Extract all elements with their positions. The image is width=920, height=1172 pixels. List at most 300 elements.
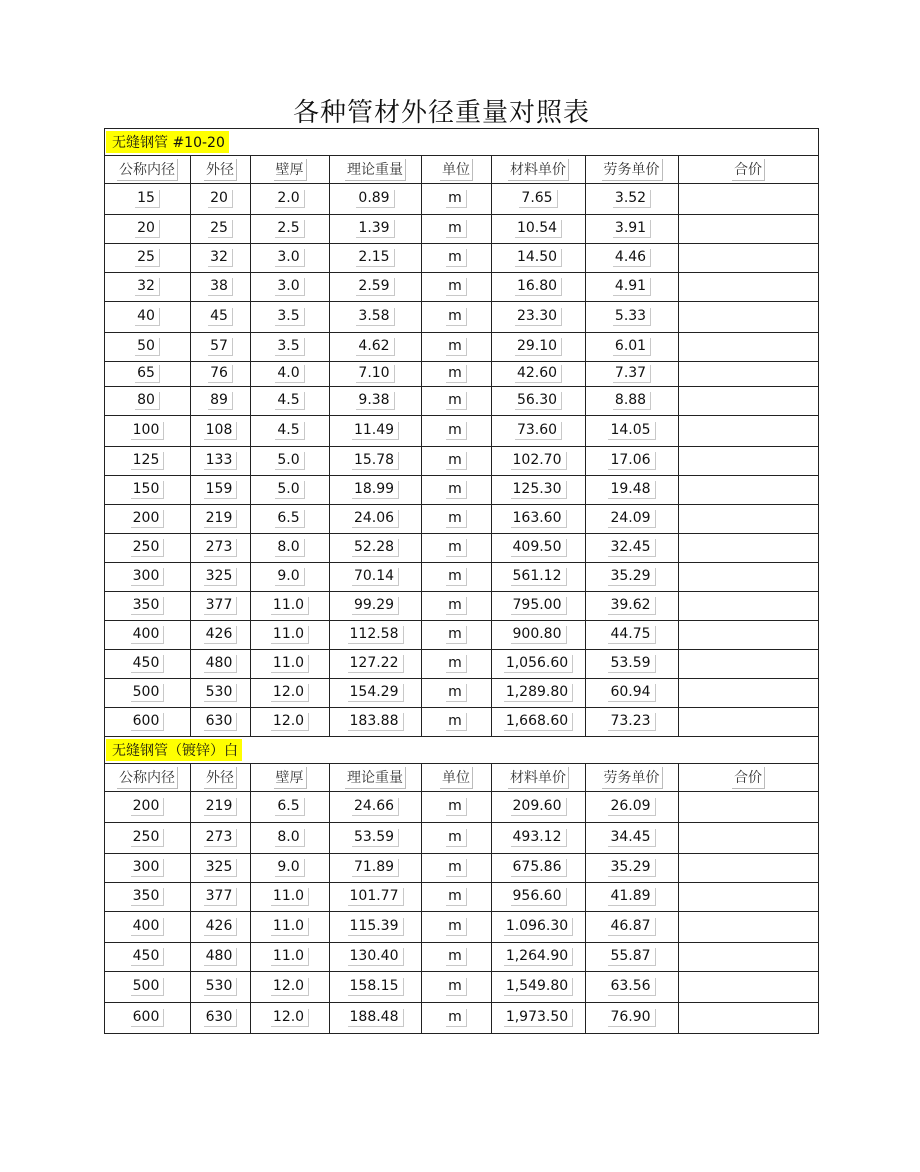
cell-theoretical-weight [330, 302, 422, 333]
cell-value: 32.45 [608, 539, 655, 557]
header-label: 理论重量 [345, 767, 406, 789]
cell-theoretical-weight [330, 1003, 422, 1034]
table-row [105, 184, 819, 215]
cell-outer-diameter [191, 362, 251, 387]
cell-value: 6.01 [613, 338, 651, 356]
cell-value: 273 [204, 829, 238, 847]
cell-nominal-diameter [105, 563, 191, 592]
cell-value: 44.75 [608, 626, 655, 644]
cell-value: 57 [208, 338, 233, 356]
cell-value: 125 [131, 452, 165, 470]
cell-nominal-diameter [105, 362, 191, 387]
cell-value: 53.59 [608, 655, 655, 673]
cell-material-price [492, 302, 586, 333]
cell-value: 70.14 [352, 568, 399, 586]
cell-value: m [446, 798, 467, 816]
cell-value: m [446, 859, 467, 877]
cell-labor-price [586, 244, 679, 273]
cell-value: 133 [204, 452, 238, 470]
cell-value: 12.0 [271, 713, 309, 731]
cell-material-price [492, 650, 586, 679]
cell-value: 163.60 [511, 510, 567, 528]
cell-value: 300 [131, 859, 165, 877]
cell-nominal-diameter [105, 650, 191, 679]
cell-value: m [446, 365, 467, 383]
table-row [105, 505, 819, 534]
cell-value: 426 [204, 626, 238, 644]
cell-nominal-diameter [105, 416, 191, 447]
cell-value: 76.90 [608, 1009, 655, 1027]
cell-nominal-diameter [105, 854, 191, 883]
cell-value: 34.45 [608, 829, 655, 847]
cell-material-price [492, 1003, 586, 1034]
cell-labor-price [586, 708, 679, 737]
cell-value: 71.89 [352, 859, 399, 877]
cell-value: 2.15 [356, 249, 394, 267]
cell-total-price [679, 244, 819, 273]
header-cell-wall-thickness [251, 156, 330, 184]
cell-value: 3.52 [613, 190, 651, 208]
cell-value: 1,056.60 [504, 655, 573, 673]
cell-value: 65 [135, 365, 160, 383]
cell-value: 11.0 [271, 918, 309, 936]
cell-value: 480 [204, 655, 238, 673]
cell-value: 200 [131, 798, 165, 816]
table-row [105, 854, 819, 883]
cell-value: 14.50 [515, 249, 562, 267]
cell-value: 250 [131, 829, 165, 847]
cell-wall-thickness [251, 972, 330, 1003]
header-label: 材料单价 [508, 767, 569, 789]
cell-unit [422, 387, 492, 416]
cell-theoretical-weight [330, 534, 422, 563]
cell-total-price [679, 823, 819, 854]
cell-value: 55.87 [608, 948, 655, 966]
cell-value: 8.0 [275, 829, 304, 847]
cell-value: 250 [131, 539, 165, 557]
cell-outer-diameter [191, 592, 251, 621]
section-title: 无缝钢管 #10-20 [106, 131, 229, 153]
table-row [105, 708, 819, 737]
cell-value: 102.70 [511, 452, 567, 470]
cell-unit [422, 244, 492, 273]
cell-value: 400 [131, 918, 165, 936]
cell-labor-price [586, 679, 679, 708]
cell-value: 73.60 [515, 422, 562, 440]
cell-material-price [492, 416, 586, 447]
cell-value: 9.0 [275, 568, 304, 586]
cell-wall-thickness [251, 1003, 330, 1034]
cell-nominal-diameter [105, 333, 191, 362]
cell-unit [422, 650, 492, 679]
cell-value: 29.10 [515, 338, 562, 356]
cell-unit [422, 362, 492, 387]
cell-value: 63.56 [608, 978, 655, 996]
cell-value: 675.86 [511, 859, 567, 877]
cell-material-price [492, 563, 586, 592]
cell-value: m [446, 655, 467, 673]
cell-value: 530 [204, 978, 238, 996]
cell-nominal-diameter [105, 708, 191, 737]
cell-value: 9.38 [356, 392, 394, 410]
cell-value: 32 [135, 278, 160, 296]
cell-outer-diameter [191, 972, 251, 1003]
cell-value: 530 [204, 684, 238, 702]
section-row [105, 129, 819, 156]
cell-value: 39.62 [608, 597, 655, 615]
cell-value: 600 [131, 1009, 165, 1027]
cell-wall-thickness [251, 563, 330, 592]
cell-unit [422, 972, 492, 1003]
cell-unit [422, 943, 492, 972]
cell-theoretical-weight [330, 912, 422, 943]
cell-outer-diameter [191, 447, 251, 476]
cell-labor-price [586, 592, 679, 621]
cell-value: 3.58 [356, 308, 394, 326]
cell-wall-thickness [251, 592, 330, 621]
cell-value: 15 [135, 190, 160, 208]
page-title: 各种管材外径重量对照表 [292, 98, 590, 128]
cell-labor-price [586, 184, 679, 215]
section-title: 无缝钢管（镀锌）白 [106, 739, 242, 761]
cell-nominal-diameter [105, 273, 191, 302]
cell-total-price [679, 679, 819, 708]
header-cell-labor-price [586, 764, 679, 792]
cell-nominal-diameter [105, 534, 191, 563]
table-row [105, 943, 819, 972]
cell-value: 450 [131, 655, 165, 673]
cell-outer-diameter [191, 534, 251, 563]
cell-labor-price [586, 302, 679, 333]
cell-value: 8.0 [275, 539, 304, 557]
table-row [105, 679, 819, 708]
cell-labor-price [586, 333, 679, 362]
cell-total-price [679, 592, 819, 621]
cell-value: 219 [204, 510, 238, 528]
cell-value: 12.0 [271, 684, 309, 702]
cell-material-price [492, 362, 586, 387]
cell-labor-price [586, 273, 679, 302]
cell-total-price [679, 333, 819, 362]
table-row [105, 534, 819, 563]
cell-value: 6.5 [275, 798, 304, 816]
cell-value: 20 [208, 190, 233, 208]
header-cell-material-price [492, 156, 586, 184]
cell-value: 325 [204, 859, 238, 877]
table-row [105, 823, 819, 854]
cell-value: 46.87 [608, 918, 655, 936]
cell-wall-thickness [251, 708, 330, 737]
cell-value: 60.94 [608, 684, 655, 702]
cell-material-price [492, 387, 586, 416]
cell-outer-diameter [191, 416, 251, 447]
cell-value: 73.23 [608, 713, 655, 731]
cell-theoretical-weight [330, 215, 422, 244]
cell-value: 16.80 [515, 278, 562, 296]
cell-unit [422, 215, 492, 244]
cell-value: 377 [204, 888, 238, 906]
cell-value: 35.29 [608, 568, 655, 586]
cell-value: 99.29 [352, 597, 399, 615]
cell-theoretical-weight [330, 592, 422, 621]
cell-total-price [679, 943, 819, 972]
header-label: 壁厚 [274, 159, 307, 181]
cell-total-price [679, 215, 819, 244]
cell-nominal-diameter [105, 476, 191, 505]
cell-labor-price [586, 447, 679, 476]
cell-value: 900.80 [511, 626, 567, 644]
header-cell-unit [422, 156, 492, 184]
header-cell-total-price [679, 156, 819, 184]
cell-unit [422, 563, 492, 592]
cell-value: 7.10 [356, 365, 394, 383]
cell-value: m [446, 888, 467, 906]
cell-total-price [679, 273, 819, 302]
cell-wall-thickness [251, 333, 330, 362]
header-row [105, 156, 819, 184]
cell-nominal-diameter [105, 505, 191, 534]
cell-value: m [446, 948, 467, 966]
cell-value: 25 [135, 249, 160, 267]
cell-value: 183.88 [348, 713, 404, 731]
header-label: 公称内径 [117, 767, 178, 789]
cell-wall-thickness [251, 184, 330, 215]
cell-material-price [492, 534, 586, 563]
header-cell-theoretical-weight [330, 764, 422, 792]
cell-labor-price [586, 883, 679, 912]
table-row [105, 244, 819, 273]
table-row [105, 333, 819, 362]
cell-material-price [492, 823, 586, 854]
cell-value: 130.40 [348, 948, 404, 966]
cell-wall-thickness [251, 534, 330, 563]
cell-value: 40 [135, 308, 160, 326]
cell-nominal-diameter [105, 823, 191, 854]
cell-value: 20 [135, 220, 160, 238]
cell-value: 7.37 [613, 365, 651, 383]
cell-material-price [492, 476, 586, 505]
cell-value: m [446, 220, 467, 238]
cell-value: 50 [135, 338, 160, 356]
cell-unit [422, 854, 492, 883]
cell-value: 11.0 [271, 597, 309, 615]
cell-theoretical-weight [330, 943, 422, 972]
cell-value: 450 [131, 948, 165, 966]
cell-outer-diameter [191, 273, 251, 302]
cell-value: m [446, 539, 467, 557]
cell-value: m [446, 422, 467, 440]
cell-value: 150 [131, 481, 165, 499]
cell-value: 1.096.30 [504, 918, 573, 936]
cell-theoretical-weight [330, 972, 422, 1003]
table-row [105, 912, 819, 943]
header-label: 合价 [732, 767, 765, 789]
cell-labor-price [586, 854, 679, 883]
cell-outer-diameter [191, 476, 251, 505]
cell-outer-diameter [191, 184, 251, 215]
cell-value: m [446, 597, 467, 615]
cell-total-price [679, 476, 819, 505]
cell-material-price [492, 621, 586, 650]
header-cell-unit [422, 764, 492, 792]
header-label: 公称内径 [117, 159, 178, 181]
header-cell-labor-price [586, 156, 679, 184]
cell-total-price [679, 447, 819, 476]
cell-nominal-diameter [105, 1003, 191, 1034]
cell-value: m [446, 829, 467, 847]
cell-outer-diameter [191, 943, 251, 972]
cell-value: 24.66 [352, 798, 399, 816]
cell-value: 956.60 [511, 888, 567, 906]
cell-value: 1,549.80 [504, 978, 573, 996]
cell-value: 19.48 [608, 481, 655, 499]
cell-wall-thickness [251, 416, 330, 447]
cell-outer-diameter [191, 650, 251, 679]
table-row [105, 302, 819, 333]
cell-wall-thickness [251, 215, 330, 244]
table-row [105, 387, 819, 416]
cell-value: 209.60 [511, 798, 567, 816]
cell-value: 795.00 [511, 597, 567, 615]
cell-value: 125.30 [511, 481, 567, 499]
cell-nominal-diameter [105, 302, 191, 333]
cell-theoretical-weight [330, 387, 422, 416]
table-row [105, 447, 819, 476]
cell-value: 300 [131, 568, 165, 586]
header-label: 劳务单价 [602, 767, 663, 789]
cell-nominal-diameter [105, 943, 191, 972]
cell-value: m [446, 1009, 467, 1027]
cell-value: 409.50 [511, 539, 567, 557]
cell-value: m [446, 392, 467, 410]
cell-labor-price [586, 362, 679, 387]
cell-labor-price [586, 215, 679, 244]
cell-theoretical-weight [330, 416, 422, 447]
cell-value: 9.0 [275, 859, 304, 877]
cell-value: 350 [131, 888, 165, 906]
cell-value: 377 [204, 597, 238, 615]
cell-value: 4.62 [356, 338, 394, 356]
cell-total-price [679, 1003, 819, 1034]
cell-nominal-diameter [105, 621, 191, 650]
cell-outer-diameter [191, 854, 251, 883]
cell-value: 11.0 [271, 948, 309, 966]
cell-value: 2.59 [356, 278, 394, 296]
cell-total-price [679, 302, 819, 333]
cell-theoretical-weight [330, 708, 422, 737]
cell-value: 4.46 [613, 249, 651, 267]
cell-value: 6.5 [275, 510, 304, 528]
cell-unit [422, 708, 492, 737]
cell-value: 273 [204, 539, 238, 557]
cell-unit [422, 679, 492, 708]
cell-value: 15.78 [352, 452, 399, 470]
cell-wall-thickness [251, 302, 330, 333]
header-label: 材料单价 [508, 159, 569, 181]
cell-labor-price [586, 505, 679, 534]
cell-value: m [446, 481, 467, 499]
cell-outer-diameter [191, 215, 251, 244]
cell-value: 115.39 [348, 918, 404, 936]
cell-outer-diameter [191, 679, 251, 708]
table-row [105, 792, 819, 823]
cell-unit [422, 476, 492, 505]
cell-theoretical-weight [330, 823, 422, 854]
cell-value: 80 [135, 392, 160, 410]
cell-nominal-diameter [105, 244, 191, 273]
header-cell-theoretical-weight [330, 156, 422, 184]
header-label: 单位 [440, 159, 473, 181]
header-cell-nominal-diameter [105, 764, 191, 792]
cell-unit [422, 505, 492, 534]
cell-wall-thickness [251, 387, 330, 416]
cell-value: m [446, 452, 467, 470]
cell-theoretical-weight [330, 447, 422, 476]
cell-value: 158.15 [348, 978, 404, 996]
cell-outer-diameter [191, 505, 251, 534]
cell-wall-thickness [251, 244, 330, 273]
cell-value: 188.48 [348, 1009, 404, 1027]
cell-wall-thickness [251, 823, 330, 854]
cell-theoretical-weight [330, 792, 422, 823]
cell-theoretical-weight [330, 679, 422, 708]
cell-theoretical-weight [330, 650, 422, 679]
cell-value: 38 [208, 278, 233, 296]
cell-outer-diameter [191, 302, 251, 333]
cell-value: 89 [208, 392, 233, 410]
cell-value: 3.91 [613, 220, 651, 238]
cell-value: 35.29 [608, 859, 655, 877]
cell-total-price [679, 534, 819, 563]
cell-theoretical-weight [330, 476, 422, 505]
cell-value: 7.65 [519, 190, 557, 208]
table-row [105, 972, 819, 1003]
cell-labor-price [586, 823, 679, 854]
header-label: 理论重量 [345, 159, 406, 181]
cell-value: 3.5 [275, 338, 304, 356]
cell-value: 0.89 [356, 190, 394, 208]
cell-value: 5.0 [275, 481, 304, 499]
header-cell-material-price [492, 764, 586, 792]
cell-wall-thickness [251, 476, 330, 505]
cell-material-price [492, 505, 586, 534]
cell-outer-diameter [191, 912, 251, 943]
cell-value: 17.06 [608, 452, 655, 470]
cell-labor-price [586, 1003, 679, 1034]
cell-total-price [679, 563, 819, 592]
cell-value: m [446, 713, 467, 731]
cell-value: 500 [131, 978, 165, 996]
cell-nominal-diameter [105, 184, 191, 215]
cell-value: 500 [131, 684, 165, 702]
cell-wall-thickness [251, 447, 330, 476]
cell-value: 11.0 [271, 888, 309, 906]
cell-total-price [679, 416, 819, 447]
cell-value: 53.59 [352, 829, 399, 847]
cell-material-price [492, 792, 586, 823]
cell-wall-thickness [251, 362, 330, 387]
table-row [105, 362, 819, 387]
cell-total-price [679, 883, 819, 912]
cell-unit [422, 302, 492, 333]
cell-outer-diameter [191, 244, 251, 273]
cell-value: m [446, 249, 467, 267]
cell-labor-price [586, 534, 679, 563]
cell-labor-price [586, 563, 679, 592]
cell-wall-thickness [251, 792, 330, 823]
header-cell-outer-diameter [191, 156, 251, 184]
cell-theoretical-weight [330, 184, 422, 215]
